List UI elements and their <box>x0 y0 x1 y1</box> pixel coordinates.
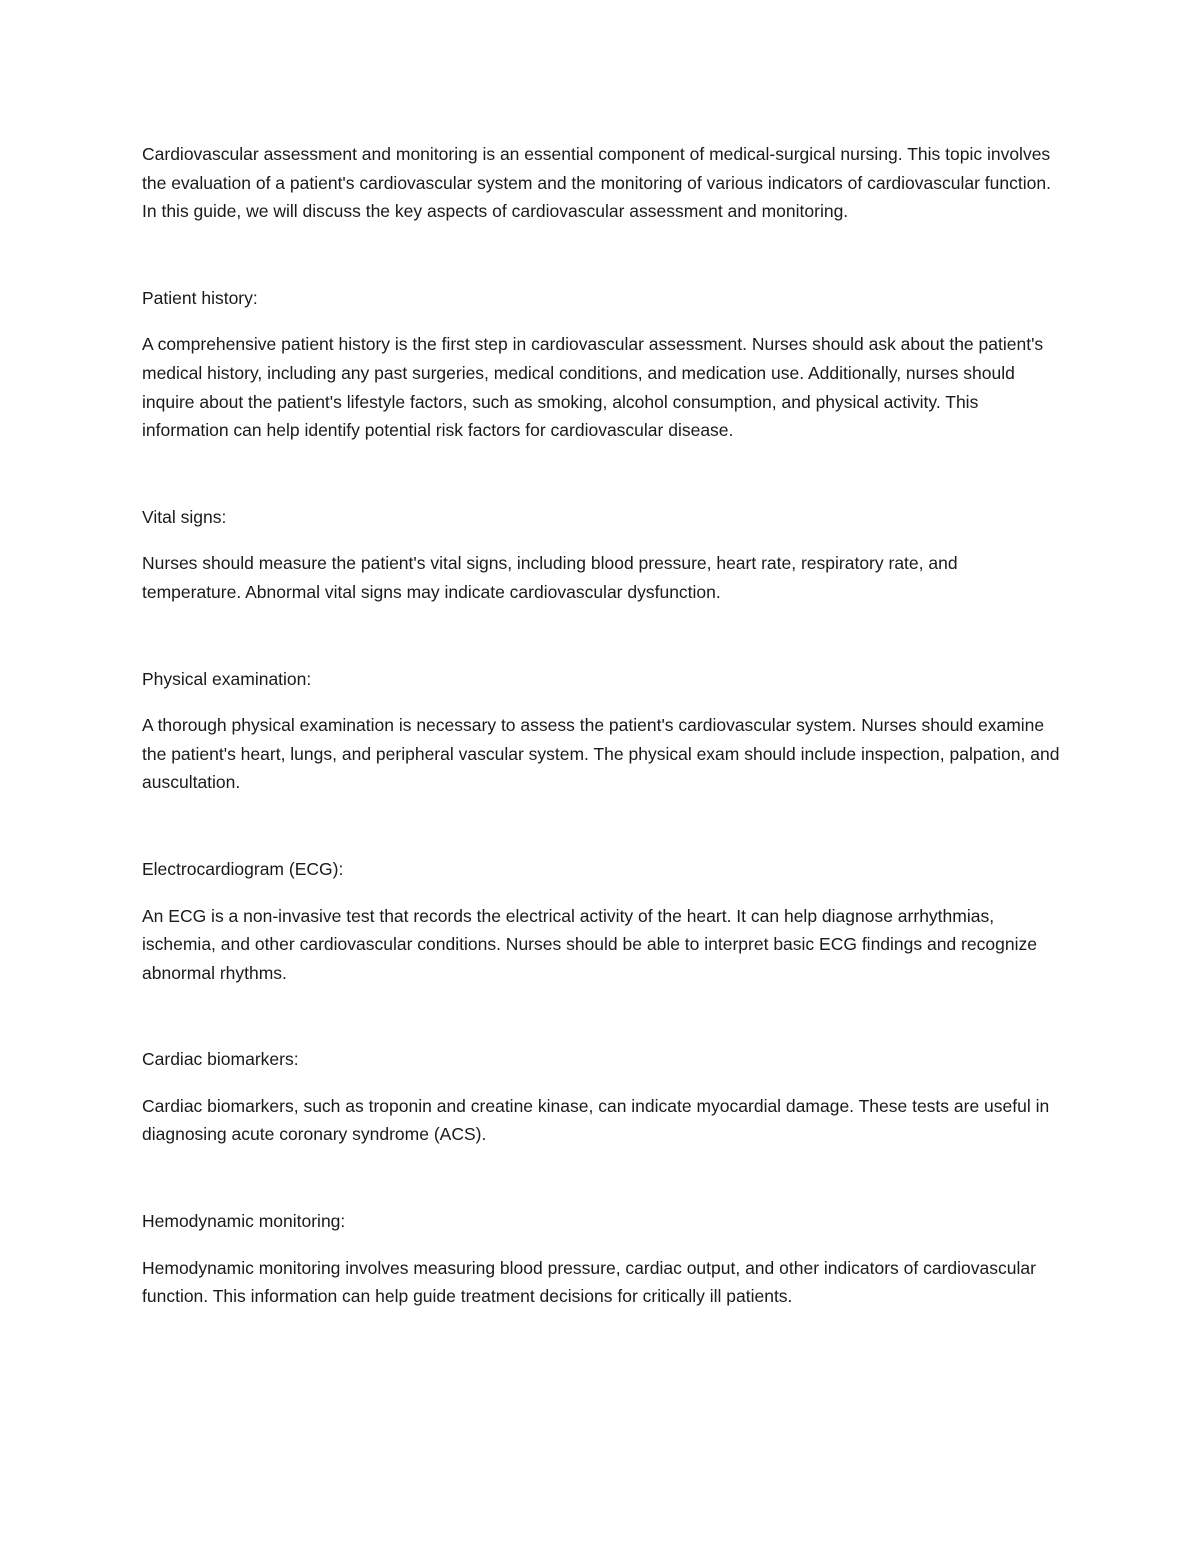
section-heading: Patient history: <box>142 287 258 308</box>
section-heading: Hemodynamic monitoring: <box>142 1211 346 1232</box>
section-heading: Electrocardiogram (ECG): <box>142 858 344 879</box>
section-electrocardiogram <box>142 855 1060 987</box>
section-physical-examination <box>142 665 1060 797</box>
section-body: A comprehensive patient history is the first step in cardiovascular assessment. Nurses should ask about the patient's medical history, including any past surgeries, medical conditions, and medication use. Additionally, nurses should inquire about the patient's lifestyle factors, such as smoking, alcohol consumption, and physical activity. This information can help identify potential risk factors for cardiovascular disease. <box>142 334 1044 441</box>
section-hemodynamic-monitoring <box>142 1207 1060 1311</box>
section-body: Cardiac biomarkers, such as troponin and creatine kinase, can indicate myocardial damage. These tests are useful in diagnosing acute coronary syndrome (ACS). <box>142 1095 1050 1145</box>
section-cardiac-biomarkers <box>142 1045 1060 1149</box>
section-body: Nurses should measure the patient's vital signs, including blood pressure, heart rate, respiratory rate, and temperature. Abnormal vital signs may indicate cardiovascular dysfunction. <box>142 553 958 602</box>
section-vital-signs <box>142 503 1060 607</box>
intro-paragraph: Cardiovascular assessment and monitoring is an essential component of medical-surgical nursing. This topic involves the evaluation of a patient's cardiovascular system and the monitoring of various indicators of cardiovascular function. In this guide, we will discuss the key aspects of cardiovascular assessment and monitoring. <box>142 144 1051 222</box>
section-body: An ECG is a non-invasive test that records the electrical activity of the heart. It can help diagnose arrhythmias, ischemia, and other cardiovascular conditions. Nurses should be able to interpret basic ECG findings and recognize abnormal rhythms. <box>142 905 1037 983</box>
section-heading: Vital signs: <box>142 506 227 527</box>
section-body: A thorough physical examination is necessary to assess the patient's cardiovascular system. Nurses should examine the patient's heart, lungs, and peripheral vascular system. The physical exam should include inspection, palpation, and auscultation. <box>142 715 1060 793</box>
section-patient-history <box>142 284 1060 445</box>
section-body: Hemodynamic monitoring involves measuring blood pressure, cardiac output, and other indicators of cardiovascular function. This information can help guide treatment decisions for critically ill patients. <box>142 1257 1036 1307</box>
section-heading: Physical examination: <box>142 668 312 689</box>
section-heading: Cardiac biomarkers: <box>142 1049 299 1070</box>
